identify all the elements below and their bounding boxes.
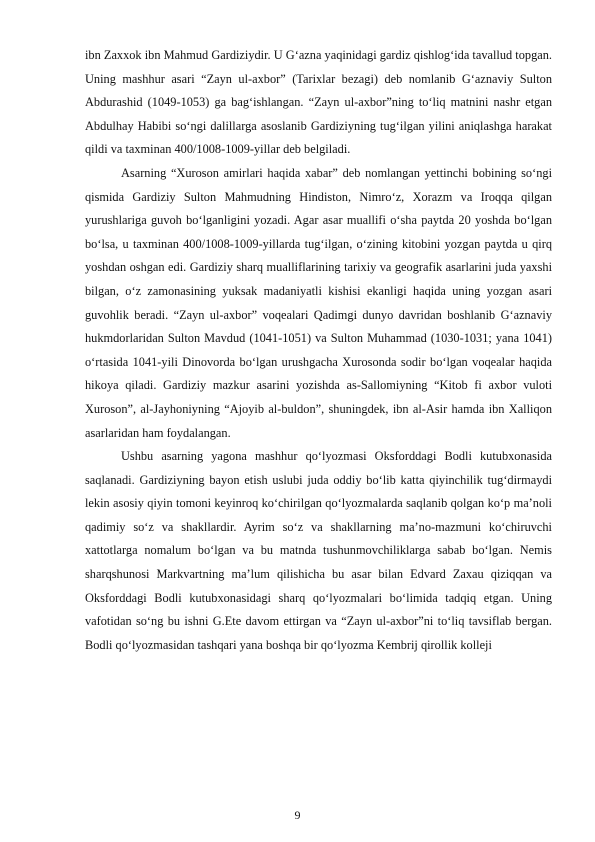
page-number: 9 xyxy=(294,808,301,822)
paragraph-2: Asarning “Xuroson amirlari haqida xabar” deb nomlangan yettinchi bobining so‘ngi qismida Gardiziy Sulton Mahmudning Hindiston, Nimro‘z, Xorazm va Iroqqa qilgan yurushlariga guvoh bo‘lganligini yozadi. Agar asar muallifi o‘sha paytda 20 yoshda bo‘lgan bo‘lsa, u taxminan 400/1008-1009-yillarda tug‘ilgan, o‘zining kitobini yozgan paytda u qirq yoshdan oshgan edi. Gardiziy sharq mualliflarining tarixiy va geografik asarlarini juda yaxshi bilgan, o‘z zamonasining yuksak madaniyatli kishisi ekanligi haqida uning yozgan asari guvohlik beradi. “Zayn ul-axbor” voqealari Qadimgi dunyo davridan boshlanib G‘aznaviy hukmdorlaridan Sulton Mavdud (1041-1051) va Sulton Muhammad (1030-1031; yana 1041) o‘rtasida 1041-yili Dinovorda bo‘lgan urushgacha Xurosonda sodir bo‘lgan voqealar haqida hikoya qiladi. Gardiziy mazkur asarini yozishda as-Sallomiyning “Kitob fi axbor vuloti Xuroson”, al-Jayhoniyning “Ajoyib al-buldon”, shuningdek, ibn al-Asir hamda ibn Xalliqon asarlaridan ham foydalangan. xyxy=(85,165,552,440)
body-text xyxy=(85,44,552,657)
paragraph-1: ibn Zaxxok ibn Mahmud Gardiziydir. U G‘azna yaqinidagi gardiz qishlog‘ida tavallud topgan. Uning mashhur asari “Zayn ul-axbor” (Tarixlar bezagi) deb nomlanib G‘aznaviy Sulton Abdurashid (1049-1053) ga bag‘ishlangan. “Zayn ul-axbor”ning to‘liq matnini nashr etgan Abdulhay Habibi so‘ngi dalillarga asoslanib Gardiziyning tug‘ilgan yilini aniqlashga harakat qildi va taxminan 400/1008-1009-yillar deb belgiladi. xyxy=(85,48,552,157)
paragraph-3: Ushbu asarning yagona mashhur qo‘lyozmasi Oksforddagi Bodli kutubxonasida saqlanadi. Gardiziyning bayon etish uslubi juda oddiy bo‘lib katta qiyinchilik tug‘dirmaydi lekin asosiy qiyin tomoni keyinroq ko‘chirilgan qo‘lyozmalarda saqlanib qolgan ko‘p ma’noli qadimiy so‘z va shakllardir. Ayrim so‘z va shakllarning ma’no-mazmuni ko‘chiruvchi xattotlarga nomalum bo‘lgan va bu matnda tushunmovchiliklarga sabab bo‘lgan. Nemis sharqshunosi Markvartning ma’lum qilishicha bu asar bilan Edvard Zaxau qiziqqan va Oksforddagi Bodli kutubxonasidagi sharq qo‘lyozmalari bo‘limida tadqiq etgan. Uning vafotidan so‘ng bu ishni G.Ete davom ettirgan va “Zayn ul-axbor”ni to‘liq tavsiflab bergan. Bodli qo‘lyozmasidan tashqari yana boshqa bir qo‘lyozma Kembrij qirollik kolleji xyxy=(85,449,552,652)
